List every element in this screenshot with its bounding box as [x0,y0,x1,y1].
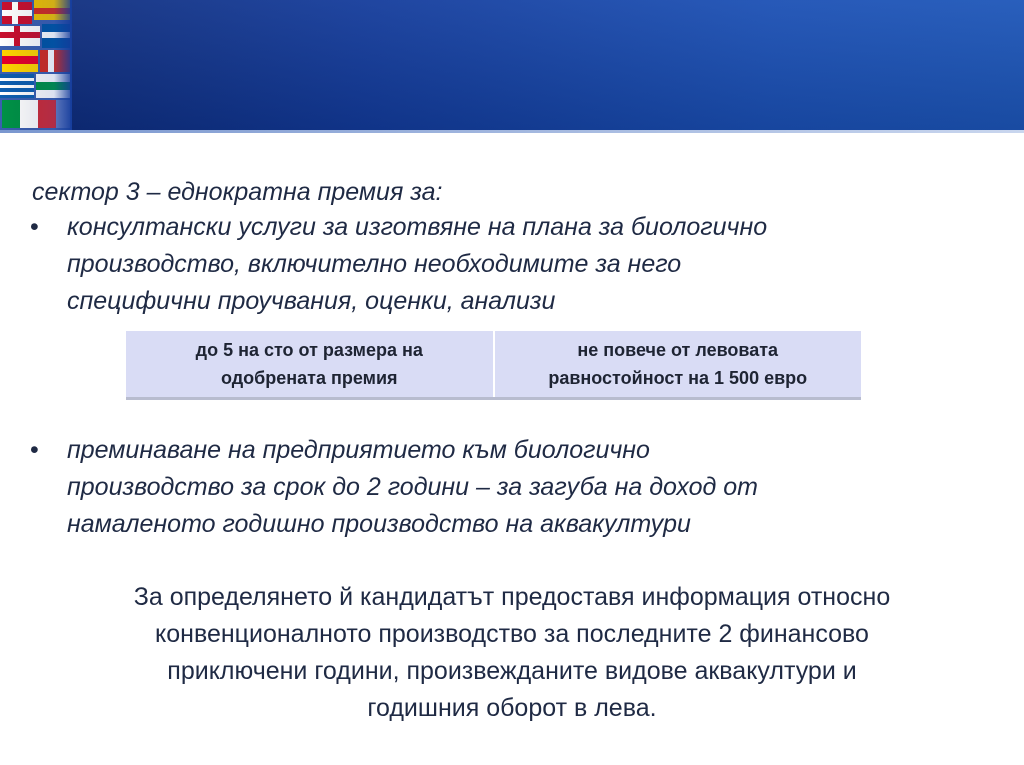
bullet-text [67,209,967,320]
bullet-text [67,432,967,543]
table-cell-percentage [126,331,493,397]
flags-decoration [0,0,72,130]
bullet-line: производство за срок до 2 години – за загуба на доход от [67,473,759,501]
bullet-line: производство, включително необходимите за него [67,250,682,278]
table-cell-max-amount [493,331,862,397]
bullet-line: преминаване на предприятието към биологично [67,436,650,464]
bullet-line: специфични проучвания, оценки, анализи [67,287,556,315]
bullet-line: консултански услуги за изготвяне на плана за биологично [67,213,768,241]
bullet-line: намаленото годишно производство на аквакултури [67,510,691,538]
closing-line: конвенционалното производство за последните 2 финансово [155,620,869,648]
closing-line: приключени години, произвежданите видове аквакултури и [167,657,857,685]
section-intro: сектор 3 – еднократна премия за: [32,178,443,206]
closing-line: годишния оборот в лева. [367,694,657,722]
premium-table [126,331,861,400]
cell-line: не повече от левовата [577,340,779,360]
closing-paragraph [20,579,1004,727]
cell-line: до 5 на сто от размера на [195,340,423,360]
header-banner-shade [0,0,1024,130]
bullet-marker: • [30,436,39,464]
closing-line: За определянето й кандидатът предоставя информация относно [133,583,891,611]
cell-line: равностойност на 1 500 евро [548,368,808,388]
bullet-marker: • [30,213,39,241]
cell-line: одобрената премия [220,368,398,388]
header-divider [0,130,1024,133]
